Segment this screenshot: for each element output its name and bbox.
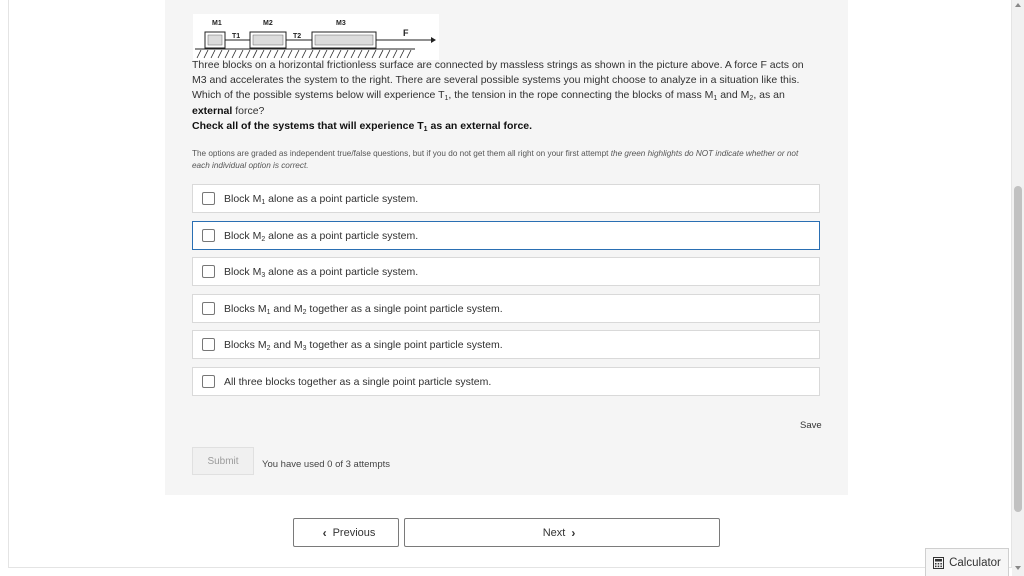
label-f: F <box>403 28 409 38</box>
option-label: Block $M_1$ alone as a point particle system. <box>224 192 419 206</box>
label-t1: T1 <box>232 33 241 40</box>
checkbox[interactable] <box>202 265 215 278</box>
ground-hatching <box>197 50 411 58</box>
option-block-m1[interactable] <box>192 184 820 213</box>
next-button[interactable]: Next › <box>404 518 720 547</box>
option-label: Blocks $M_1$ and $M_2$ together as a single point particle system. <box>224 302 503 316</box>
vertical-scrollbar[interactable] <box>1012 0 1024 576</box>
chevron-left-icon: ‹ <box>322 525 327 540</box>
checkbox[interactable] <box>202 192 215 205</box>
checkbox[interactable] <box>202 338 215 351</box>
label-m1: M1 <box>212 20 222 27</box>
attempts-text: You have used 0 of 3 attempts <box>262 459 390 470</box>
save-button[interactable]: Save <box>800 420 822 431</box>
option-label: Block $M_3$ alone as a point particle system. <box>224 265 419 279</box>
force-arrowhead <box>431 37 436 43</box>
chevron-right-icon: › <box>571 525 576 540</box>
option-block-m2[interactable] <box>192 221 820 250</box>
checkbox[interactable] <box>202 229 215 242</box>
calculator-icon <box>933 557 944 569</box>
scroll-down-icon[interactable] <box>1015 566 1021 570</box>
submit-button[interactable]: Submit <box>192 447 254 475</box>
blocks-diagram <box>193 14 439 60</box>
grading-note: The options are graded as independent true/false questions, but if you do not get them all right on your first attempt the green highlights do NOT indicate whether or not each individual option is correct. <box>192 149 799 170</box>
previous-button[interactable]: ‹ Previous <box>293 518 399 547</box>
calculator-button[interactable]: Calculator <box>925 548 1009 576</box>
option-label: Block $M_2$ alone as a point particle system. <box>224 229 419 243</box>
option-all-three-blocks[interactable] <box>192 367 820 396</box>
label-t2: T2 <box>293 33 302 40</box>
label-m3: M3 <box>336 20 346 27</box>
option-blocks-m2-m3[interactable] <box>192 330 820 359</box>
option-label: Blocks $M_2$ and $M_3$ together as a single point particle system. <box>224 338 503 352</box>
question-text: Three blocks on a horizontal frictionless surface are connected by massless strings as shown in the picture above. A force F acts on M3 and accelerates the system to the right. There are several possible systems you might choose to analyze in a situation like this. Which of the possible systems below will experience $T_1$, the tension in the rope connecting the blocks of mass $M_1$ and $M_2$, as an external force? Check all of the systems that will experience $T_1$ as an external force. <box>192 58 812 134</box>
instruction-text: Check all of the systems that will experience $T_1$ as an external force. <box>192 119 533 133</box>
option-blocks-m1-m2[interactable] <box>192 294 820 323</box>
option-label: All three blocks together as a single point particle system. <box>224 375 492 388</box>
option-block-m3[interactable] <box>192 257 820 286</box>
label-m2: M2 <box>263 20 273 27</box>
checkbox[interactable] <box>202 375 215 388</box>
scroll-up-icon[interactable] <box>1015 3 1021 7</box>
checkbox[interactable] <box>202 302 215 315</box>
scroll-thumb[interactable] <box>1014 186 1022 512</box>
